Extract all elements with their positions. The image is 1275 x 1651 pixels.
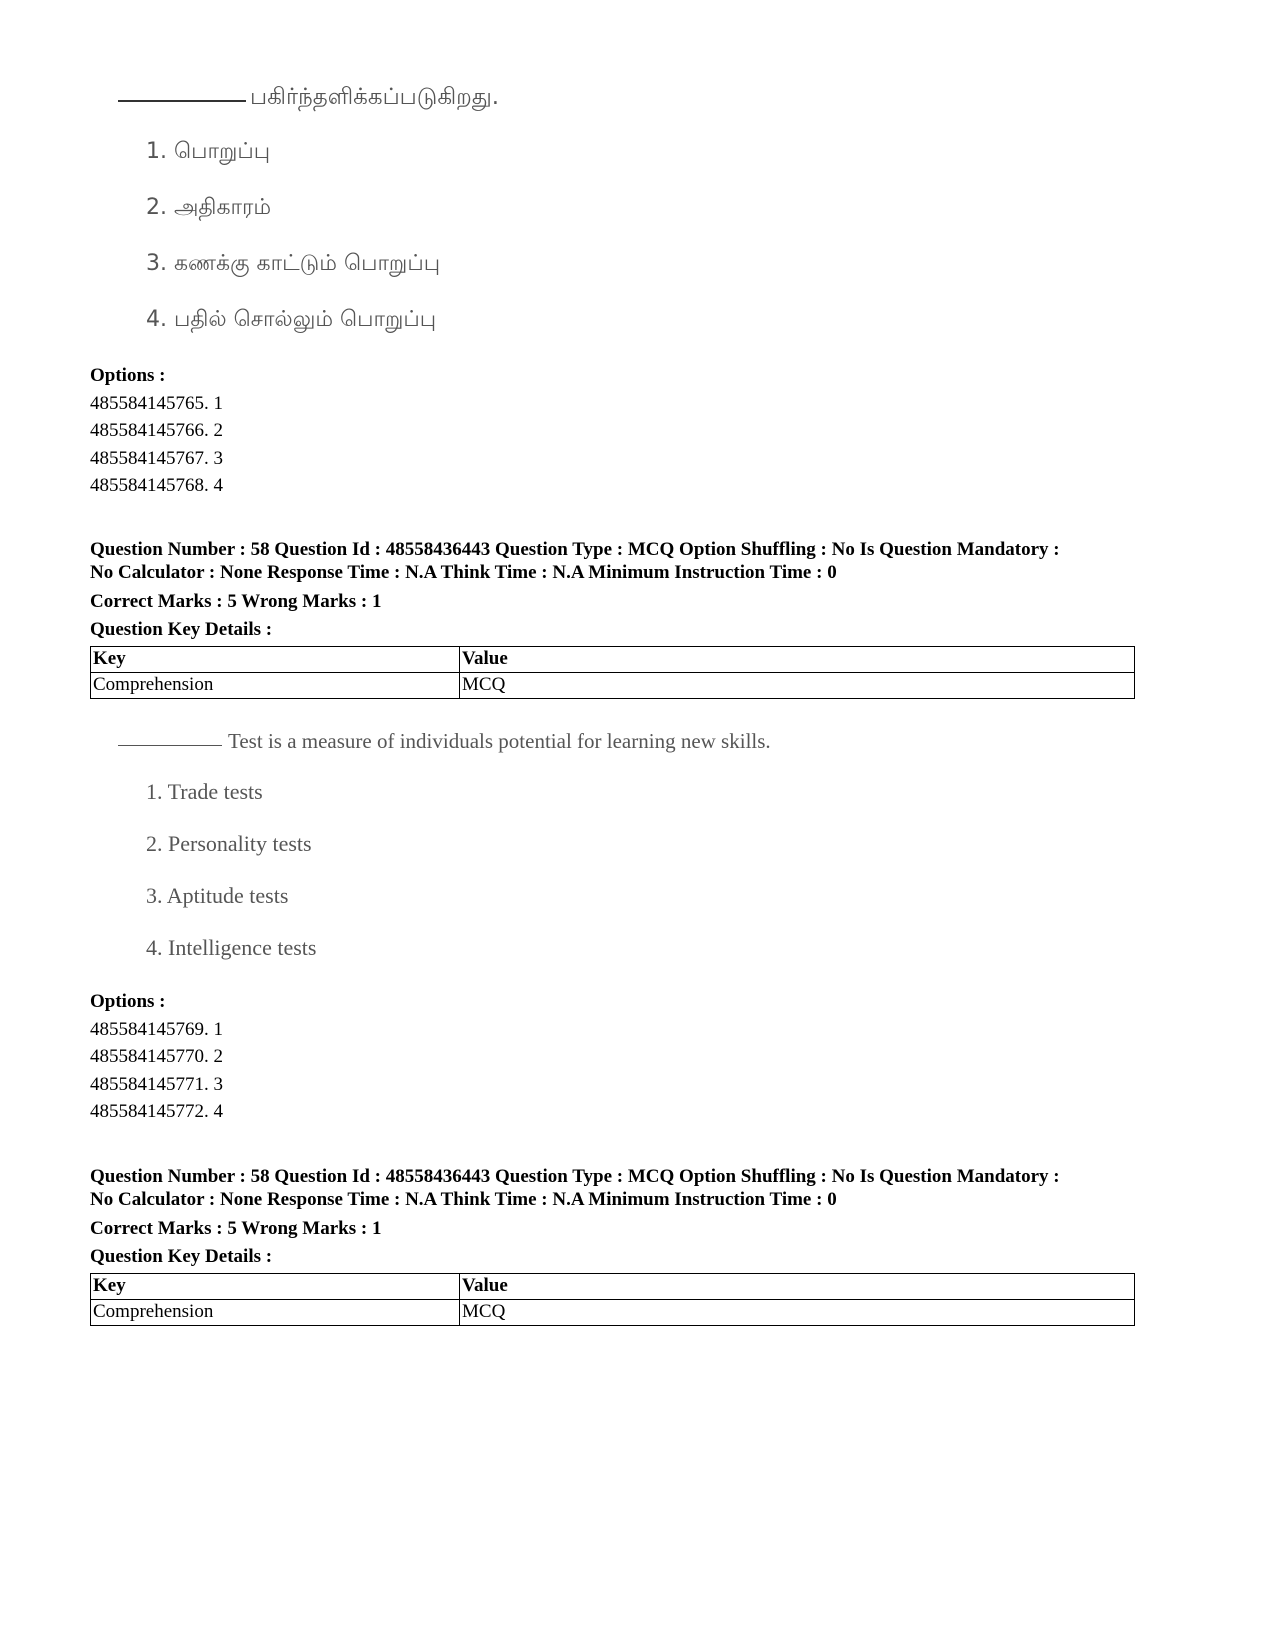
table-row <box>91 673 1135 699</box>
question-58-choice-3: 3. Aptitude tests <box>146 883 289 908</box>
table-header-row <box>91 647 1135 673</box>
question-57-options <box>90 362 1135 500</box>
option-item: 485584145772. 4 <box>90 1101 223 1122</box>
option-item: 485584145767. 3 <box>90 447 223 469</box>
question-57-image <box>118 82 818 352</box>
options-label: Options : <box>90 365 166 386</box>
question-meta-line-2: No Calculator : None Response Time : N.A Think Time : N.A Minimum Instruction Time : 0 <box>90 562 837 583</box>
question-58-choice-2: 2. Personality tests <box>146 831 312 856</box>
option-item: 485584145768. 4 <box>90 475 223 496</box>
question-meta-line-1: Question Number : 58 Question Id : 48558436443 Question Type : MCQ Option Shuffling : No Is Question Mandatory : <box>90 539 1060 560</box>
table-header-key: Key <box>91 647 460 673</box>
question-57-stem: பகிர்ந்தளிக்கப்படுகிறது. <box>118 82 818 112</box>
table-header-key: Key <box>91 1274 460 1300</box>
question-58-stem: Test is a measure of individuals potential for learning new skills. <box>118 726 878 756</box>
table-header-row <box>91 1274 1135 1300</box>
table-cell-value: MCQ <box>460 1300 1135 1326</box>
table-header-value: Value <box>460 647 1135 673</box>
table-cell-key: Comprehension <box>91 1300 460 1326</box>
question-key-table <box>90 1273 1135 1326</box>
option-item: 485584145769. 1 <box>90 1018 223 1040</box>
question-57-choice-4: 4. பதில் சொல்லும் பொறுப்பு <box>146 307 437 332</box>
question-58-repeat-marks <box>90 1215 1135 1270</box>
question-57-choice-1: 1. பொறுப்பு <box>146 139 271 164</box>
question-58-options <box>90 988 1135 1126</box>
table-header-value: Value <box>460 1274 1135 1300</box>
table-row <box>91 1300 1135 1326</box>
marks-line: Correct Marks : 5 Wrong Marks : 1 <box>90 1218 382 1239</box>
option-item: 485584145770. 2 <box>90 1046 223 1067</box>
option-item: 485584145766. 2 <box>90 420 223 441</box>
question-58-repeat-header <box>90 1165 1135 1211</box>
table-cell-key: Comprehension <box>91 673 460 699</box>
option-item: 485584145765. 1 <box>90 392 223 414</box>
question-key-table <box>90 646 1135 699</box>
option-item: 485584145771. 3 <box>90 1073 223 1095</box>
table-cell-value: MCQ <box>460 673 1135 699</box>
question-58-choice-1: 1. Trade tests <box>146 779 263 804</box>
fill-blank-line <box>118 100 246 102</box>
question-58-marks <box>90 588 1135 643</box>
key-details-label: Question Key Details : <box>90 618 273 640</box>
fill-blank-line <box>118 745 222 746</box>
question-58-header <box>90 538 1135 584</box>
question-57-choice-3: 3. கணக்கு காட்டும் பொறுப்பு <box>146 251 441 276</box>
question-meta-line-2: No Calculator : None Response Time : N.A Think Time : N.A Minimum Instruction Time : 0 <box>90 1189 837 1210</box>
question-meta-line-1: Question Number : 58 Question Id : 48558436443 Question Type : MCQ Option Shuffling : No Is Question Mandatory : <box>90 1166 1060 1187</box>
question-58-choice-4: 4. Intelligence tests <box>146 935 317 960</box>
question-57-choice-2: 2. அதிகாரம் <box>146 195 272 220</box>
options-label: Options : <box>90 991 166 1012</box>
marks-line: Correct Marks : 5 Wrong Marks : 1 <box>90 591 382 612</box>
key-details-label: Question Key Details : <box>90 1245 273 1267</box>
question-58-image <box>118 726 878 966</box>
